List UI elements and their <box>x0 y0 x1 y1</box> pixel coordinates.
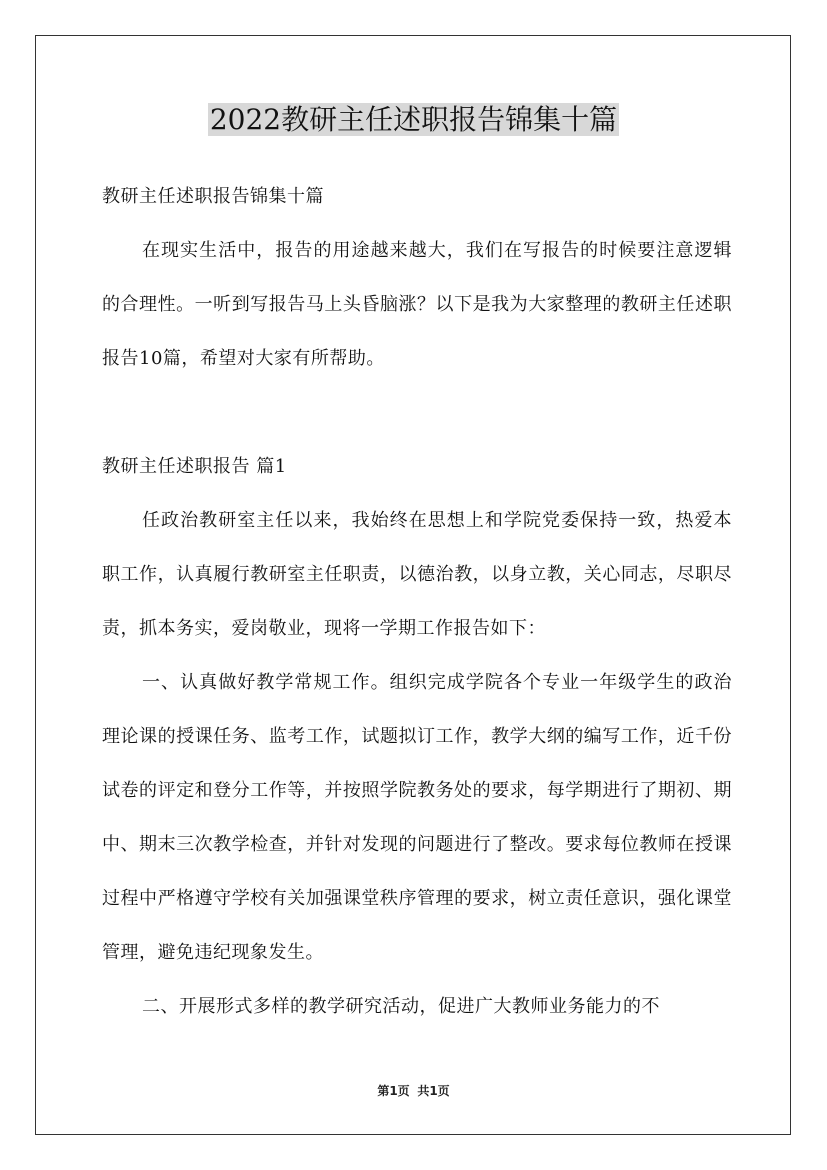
intro-paragraph: 在现实生活中，报告的用途越来越大，我们在写报告的时候要注意逻辑的合理性。一听到写报告马上头昏脑涨？以下是我为大家整理的教研主任述职报告10篇，希望对大家有所帮助。 <box>102 240 732 369</box>
document-body <box>102 170 732 1034</box>
page-footer <box>0 1082 827 1099</box>
section-heading: 教研主任述职报告 篇1 <box>102 456 287 477</box>
body-paragraph: 一、认真做好教学常规工作。组织完成学院各个专业一年级学生的政治理论课的授课任务、监考工作，试题拟订工作，教学大纲的编写工作，近千份试卷的评定和登分工作等，并按照学院教务处的要求，每学期进行了期初、期中、期末三次教学检查，并针对发现的问题进行了整改。要求每位教师在授课过程中严格遵守学校有关加强课堂秩序管理的要求，树立责任意识，强化课堂管理，避免违纪现象发生。 <box>102 672 732 963</box>
body-paragraph: 二、开展形式多样的教学研究活动，促进广大教师业务能力的不 <box>142 996 660 1017</box>
document-title-text: 2022教研主任述职报告锦集十篇 <box>209 103 618 136</box>
document-subtitle: 教研主任述职报告锦集十篇 <box>102 186 324 207</box>
body-paragraph: 任政治教研室主任以来，我始终在思想上和学院党委保持一致，热爱本职工作，认真履行教研室主任职责，以德治教，以身立教，关心同志，尽职尽责，抓本务实，爱岗敬业，现将一学期工作报告如下： <box>102 510 732 639</box>
document-title <box>0 100 827 140</box>
page-number: 第1页 <box>377 1084 410 1098</box>
page-total: 共1页 <box>417 1084 450 1098</box>
